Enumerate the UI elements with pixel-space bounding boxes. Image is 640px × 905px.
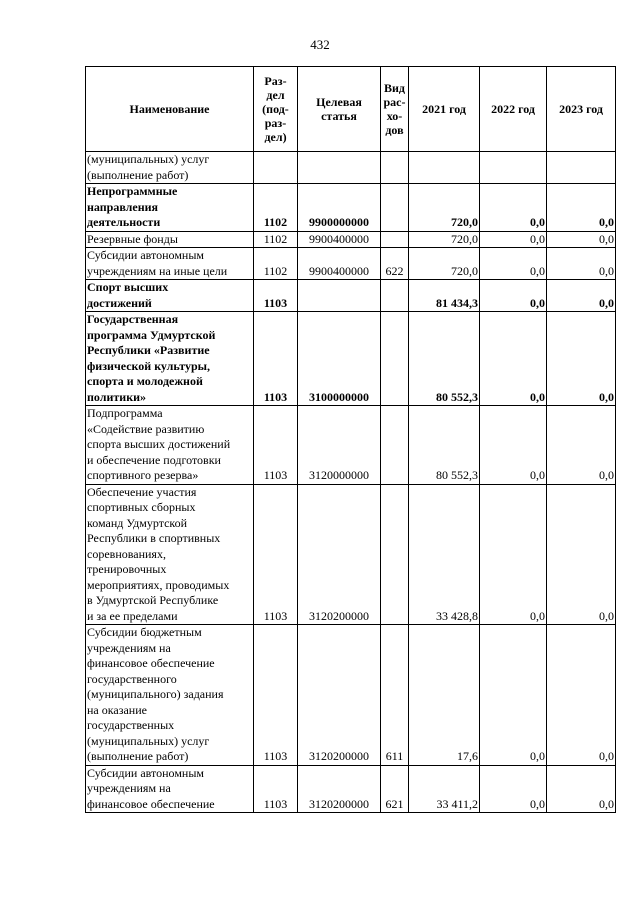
row-2023: 0,0	[547, 312, 616, 406]
row-name: Государственная программа Удмуртской Республики «Развитие физической культуры, спорта и молодежной политики»	[86, 312, 254, 406]
row-section: 1103	[254, 312, 298, 406]
row-name: Обеспечение участия спортивных сборных команд Удмуртской Республики в спортивных соревнованиях, тренировочных мероприятиях, проводимых в Удмуртской Республике и за ее пределами	[86, 484, 254, 625]
table-row	[86, 625, 616, 766]
row-2023: 0,0	[547, 625, 616, 766]
row-section: 1102	[254, 231, 298, 248]
row-expense	[381, 231, 409, 248]
row-2023: 0,0	[547, 231, 616, 248]
table-row	[86, 406, 616, 485]
row-name: (муниципальных) услуг (выполнение работ)	[86, 152, 254, 184]
row-2022: 0,0	[480, 484, 547, 625]
row-section: 1103	[254, 280, 298, 312]
table-row	[86, 312, 616, 406]
row-2021: 81 434,3	[409, 280, 480, 312]
header-name: Наименование	[86, 67, 254, 152]
row-2021	[409, 152, 480, 184]
row-2023	[547, 152, 616, 184]
row-name: Субсидии автономным учреждениям на иные цели	[86, 248, 254, 280]
row-2021: 720,0	[409, 231, 480, 248]
row-target: 3100000000	[298, 312, 381, 406]
row-2023: 0,0	[547, 184, 616, 232]
header-2021: 2021 год	[409, 67, 480, 152]
row-2021: 80 552,3	[409, 406, 480, 485]
row-name: Субсидии бюджетным учреждениям на финансовое обеспечение государственного (муниципального) задания на оказание государственных (муниципальных) услуг (выполнение работ)	[86, 625, 254, 766]
row-expense	[381, 280, 409, 312]
table-row	[86, 484, 616, 625]
row-name: Спорт высших достижений	[86, 280, 254, 312]
row-expense: 622	[381, 248, 409, 280]
row-expense	[381, 406, 409, 485]
row-2023: 0,0	[547, 765, 616, 813]
row-section: 1103	[254, 406, 298, 485]
row-2022: 0,0	[480, 406, 547, 485]
row-target	[298, 280, 381, 312]
table-row	[86, 248, 616, 280]
budget-table	[85, 66, 616, 813]
row-2023: 0,0	[547, 484, 616, 625]
row-2022: 0,0	[480, 312, 547, 406]
row-2021: 33 411,2	[409, 765, 480, 813]
row-2023: 0,0	[547, 406, 616, 485]
row-expense: 621	[381, 765, 409, 813]
row-name: Непрограммные направления деятельности	[86, 184, 254, 232]
row-target: 3120000000	[298, 406, 381, 485]
header-2022: 2022 год	[480, 67, 547, 152]
row-2021: 80 552,3	[409, 312, 480, 406]
row-2022	[480, 152, 547, 184]
row-name: Подпрограмма «Содействие развитию спорта высших достижений и обеспечение подготовки спортивного резерва»	[86, 406, 254, 485]
table-row	[86, 231, 616, 248]
row-section: 1103	[254, 625, 298, 766]
row-section: 1103	[254, 765, 298, 813]
row-2022: 0,0	[480, 248, 547, 280]
table-row	[86, 765, 616, 813]
table-row	[86, 280, 616, 312]
row-target: 9900400000	[298, 231, 381, 248]
row-expense	[381, 184, 409, 232]
row-2021: 33 428,8	[409, 484, 480, 625]
row-target	[298, 152, 381, 184]
row-section: 1103	[254, 484, 298, 625]
header-target: Целевая статья	[298, 67, 381, 152]
row-2023: 0,0	[547, 280, 616, 312]
row-2022: 0,0	[480, 184, 547, 232]
row-2022: 0,0	[480, 625, 547, 766]
header-2023: 2023 год	[547, 67, 616, 152]
row-section	[254, 152, 298, 184]
row-target: 3120200000	[298, 765, 381, 813]
header-expense: Вид рас- хо- дов	[381, 67, 409, 152]
row-2021: 17,6	[409, 625, 480, 766]
table-row	[86, 184, 616, 232]
table-row	[86, 152, 616, 184]
row-2021: 720,0	[409, 248, 480, 280]
row-target: 3120200000	[298, 625, 381, 766]
row-target: 9900000000	[298, 184, 381, 232]
row-2022: 0,0	[480, 231, 547, 248]
row-2023: 0,0	[547, 248, 616, 280]
page-number: 432	[310, 37, 330, 52]
row-expense: 611	[381, 625, 409, 766]
table-body	[86, 152, 616, 813]
table-header-row	[86, 67, 616, 152]
row-name: Субсидии автономным учреждениям на финансовое обеспечение	[86, 765, 254, 813]
header-section: Раз- дел (под- раз- дел)	[254, 67, 298, 152]
row-2022: 0,0	[480, 765, 547, 813]
row-2022: 0,0	[480, 280, 547, 312]
row-expense	[381, 312, 409, 406]
row-expense	[381, 484, 409, 625]
row-section: 1102	[254, 248, 298, 280]
row-target: 9900400000	[298, 248, 381, 280]
row-section: 1102	[254, 184, 298, 232]
row-target: 3120200000	[298, 484, 381, 625]
row-2021: 720,0	[409, 184, 480, 232]
row-expense	[381, 152, 409, 184]
row-name: Резервные фонды	[86, 231, 254, 248]
